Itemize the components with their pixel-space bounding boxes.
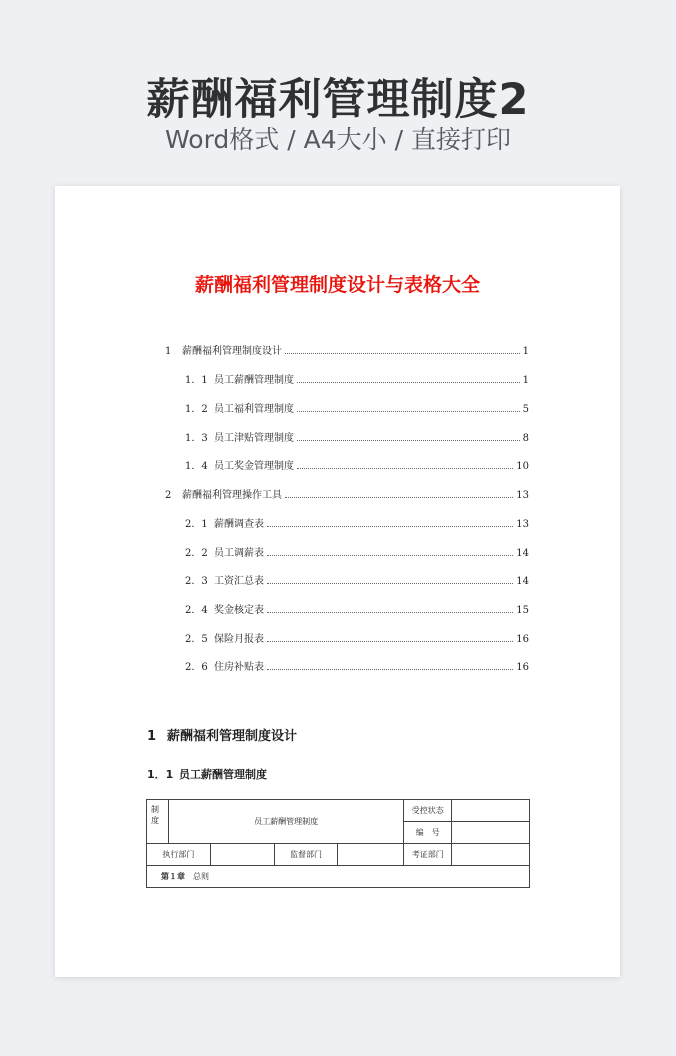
toc-page: 10 (516, 461, 529, 472)
toc-leader (285, 352, 520, 354)
policy-header-form (146, 799, 530, 888)
toc-number: 1．1 (185, 375, 208, 386)
toc-page: 16 (516, 634, 529, 645)
toc-entry[interactable] (165, 428, 529, 444)
toc-leader (297, 410, 520, 412)
toc-entry[interactable] (165, 514, 529, 530)
toc-label: 员工津贴管理制度 (214, 433, 294, 444)
toc-leader (297, 467, 513, 469)
label-review-dept: 考证部门 (404, 844, 452, 866)
heading-number: 1．1 (147, 768, 174, 781)
toc-leader (267, 668, 513, 670)
toc-number: 2．4 (185, 605, 208, 616)
exec-dept-value[interactable] (210, 844, 274, 866)
toc-number: 1．2 (185, 404, 208, 415)
label-system: 制度 (147, 800, 169, 844)
toc-entry[interactable] (165, 399, 529, 415)
toc-label: 住房补贴表 (214, 662, 264, 673)
toc-entry[interactable] (165, 456, 529, 472)
toc-page: 16 (516, 662, 529, 673)
document-page (55, 186, 620, 977)
label-controlled-status: 受控状态 (404, 800, 452, 822)
toc-entry[interactable] (165, 600, 529, 616)
toc-leader (267, 582, 513, 584)
toc-label: 工资汇总表 (214, 576, 264, 587)
supervise-dept-value[interactable] (338, 844, 404, 866)
toc-page: 13 (516, 490, 529, 501)
toc-label: 员工薪酬管理制度 (214, 375, 294, 386)
toc-entry[interactable] (165, 543, 529, 559)
toc-number: 2．5 (185, 634, 208, 645)
document-title: 薪酬福利管理制度设计与表格大全 (194, 274, 480, 296)
system-name: 员工薪酬管理制度 (168, 800, 403, 844)
toc-number: 2．6 (185, 662, 208, 673)
toc-label: 员工福利管理制度 (214, 404, 294, 415)
toc-leader (267, 554, 513, 556)
toc-label: 薪酬调查表 (214, 519, 264, 530)
toc-leader (267, 525, 513, 527)
toc-page: 13 (516, 519, 529, 530)
toc-leader (285, 496, 513, 498)
toc-number: 2 (165, 490, 172, 501)
toc-label: 保险月报表 (214, 634, 264, 645)
heading-number: 1 (147, 729, 157, 744)
toc-entry[interactable] (165, 485, 529, 501)
toc-label: 薪酬福利管理制度设计 (182, 346, 282, 357)
toc-number: 2．2 (185, 548, 208, 559)
toc-page: 14 (516, 576, 529, 587)
chapter-row (147, 866, 530, 888)
banner-title: 薪酬福利管理制度2 (146, 75, 530, 125)
toc-page: 5 (522, 404, 529, 415)
toc-entry[interactable] (165, 370, 529, 386)
controlled-status-value[interactable] (452, 800, 530, 822)
toc-label: 员工奖金管理制度 (214, 461, 294, 472)
banner-subtitle: Word格式 / A4大小 / 直接打印 (165, 125, 511, 154)
toc-page: 14 (516, 548, 529, 559)
section-heading-2 (147, 766, 267, 782)
toc-label: 奖金核定表 (214, 605, 264, 616)
toc-page: 1 (522, 375, 529, 386)
label-exec-dept: 执行部门 (147, 844, 211, 866)
section-heading-1 (147, 725, 297, 744)
toc-entry[interactable] (165, 571, 529, 587)
toc-number: 1．3 (185, 433, 208, 444)
toc-label: 薪酬福利管理操作工具 (182, 490, 282, 501)
toc-page: 8 (522, 433, 529, 444)
chapter-title: 总则 (193, 872, 209, 881)
toc-number: 2．1 (185, 519, 208, 530)
toc-entry[interactable] (165, 341, 529, 357)
toc-label: 员工调薪表 (214, 548, 264, 559)
heading-text: 员工薪酬管理制度 (179, 768, 267, 781)
toc-page: 1 (522, 346, 529, 357)
number-value[interactable] (452, 822, 530, 844)
toc-leader (297, 381, 520, 383)
toc-number: 2．3 (185, 576, 208, 587)
heading-text: 薪酬福利管理制度设计 (167, 729, 298, 744)
chapter-number: 第１章 (161, 871, 185, 881)
toc-leader (267, 611, 513, 613)
label-number: 编 号 (404, 822, 452, 844)
toc-entry[interactable] (165, 629, 529, 645)
toc-number: 1．4 (185, 461, 208, 472)
toc-entry[interactable] (165, 657, 529, 673)
toc-page: 15 (516, 605, 529, 616)
toc-leader (267, 640, 513, 642)
review-dept-value[interactable] (452, 844, 530, 866)
toc-number: 1 (165, 346, 172, 357)
toc-leader (297, 439, 520, 441)
label-supervise-dept: 监督部门 (274, 844, 338, 866)
